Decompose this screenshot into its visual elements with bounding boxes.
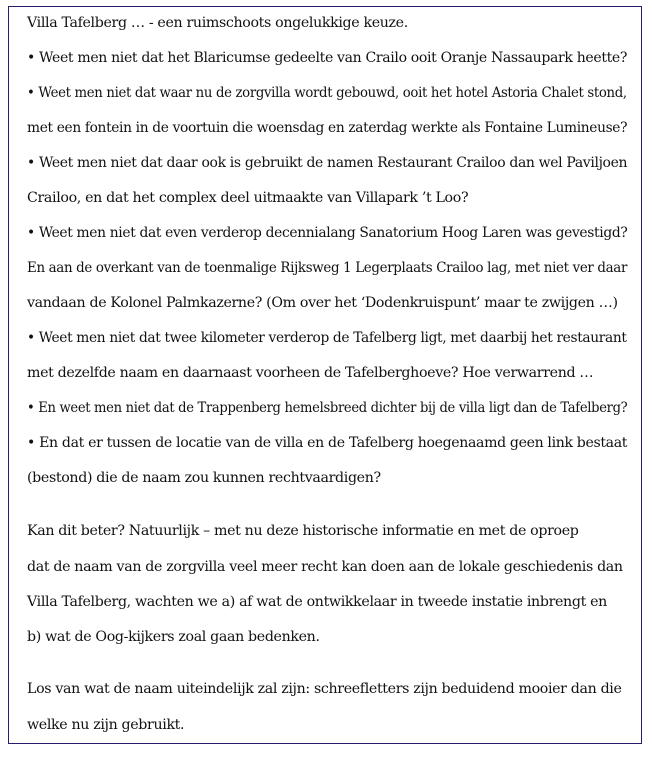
paragraph3-line: welke nu zijn gebruikt. <box>27 717 185 733</box>
text-line: • Weet men niet dat waar nu de zorgvilla wordt gebouwd, ooit het hotel Astoria Chalet stond, <box>27 85 627 101</box>
text-line: • Weet men niet dat het Blaricumse gedeelte van Crailo ooit Oranje Nassaupark heette? <box>27 50 628 66</box>
text-line: met een fontein in de voortuin die woensdag en zaterdag werkte als Fontaine Lumineuse? <box>27 120 628 136</box>
text-line: En aan de overkant van de toenmalige Rijksweg 1 Legerplaats Crailoo lag, met niet ver daar <box>27 260 628 276</box>
text-line: • Weet men niet dat twee kilometer verderop de Tafelberg ligt, met daarbij het restaurant <box>27 330 627 346</box>
text-line: • En dat er tussen de locatie van de villa en de Tafelberg hoegenaamd geen link bestaat <box>27 435 628 451</box>
paragraph2-line: Villa Tafelberg, wachten we a) af wat de ontwikkelaar in tweede instatie inbrengt en <box>27 594 607 610</box>
paragraph2-line: Kan dit beter? Natuurlijk – met nu deze historische informatie en met de oproep <box>27 523 579 539</box>
text-line: • Weet men niet dat even verderop decennialang Sanatorium Hoog Laren was gevestigd? <box>27 225 628 241</box>
intro-line: Villa Tafelberg … - een ruimschoots ongelukkige keuze. <box>27 15 408 31</box>
paragraph2-line: dat de naam van de zorgvilla veel meer recht kan doen aan de lokale geschiedenis dan <box>27 559 623 575</box>
text-line: (bestond) die de naam zou kunnen rechtvaardigen? <box>27 470 381 486</box>
text-line: met dezelfde naam en daarnaast voorheen de Tafelberghoeve? Hoe verwarrend … <box>27 365 594 381</box>
text-line: • Weet men niet dat daar ook is gebruikt de namen Restaurant Crailoo dan wel Paviljoen <box>27 155 628 171</box>
text-line: vandaan de Kolonel Palmkazerne? (Om over het ‘Dodenkruispunt’ maar te zwijgen …) <box>27 295 618 311</box>
text-line: • En weet men niet dat de Trappenberg hemelsbreed dichter bij de villa ligt dan de Tafelberg? <box>27 400 628 416</box>
paragraph2-line: b) wat de Oog-kijkers zoal gaan bedenken. <box>27 629 320 645</box>
text-line: Crailoo, en dat het complex deel uitmaakte van Villapark ’t Loo? <box>27 190 469 206</box>
paragraph3-line: Los van wat de naam uiteindelijk zal zijn: schreefletters zijn beduidend mooier dan die <box>27 681 622 697</box>
